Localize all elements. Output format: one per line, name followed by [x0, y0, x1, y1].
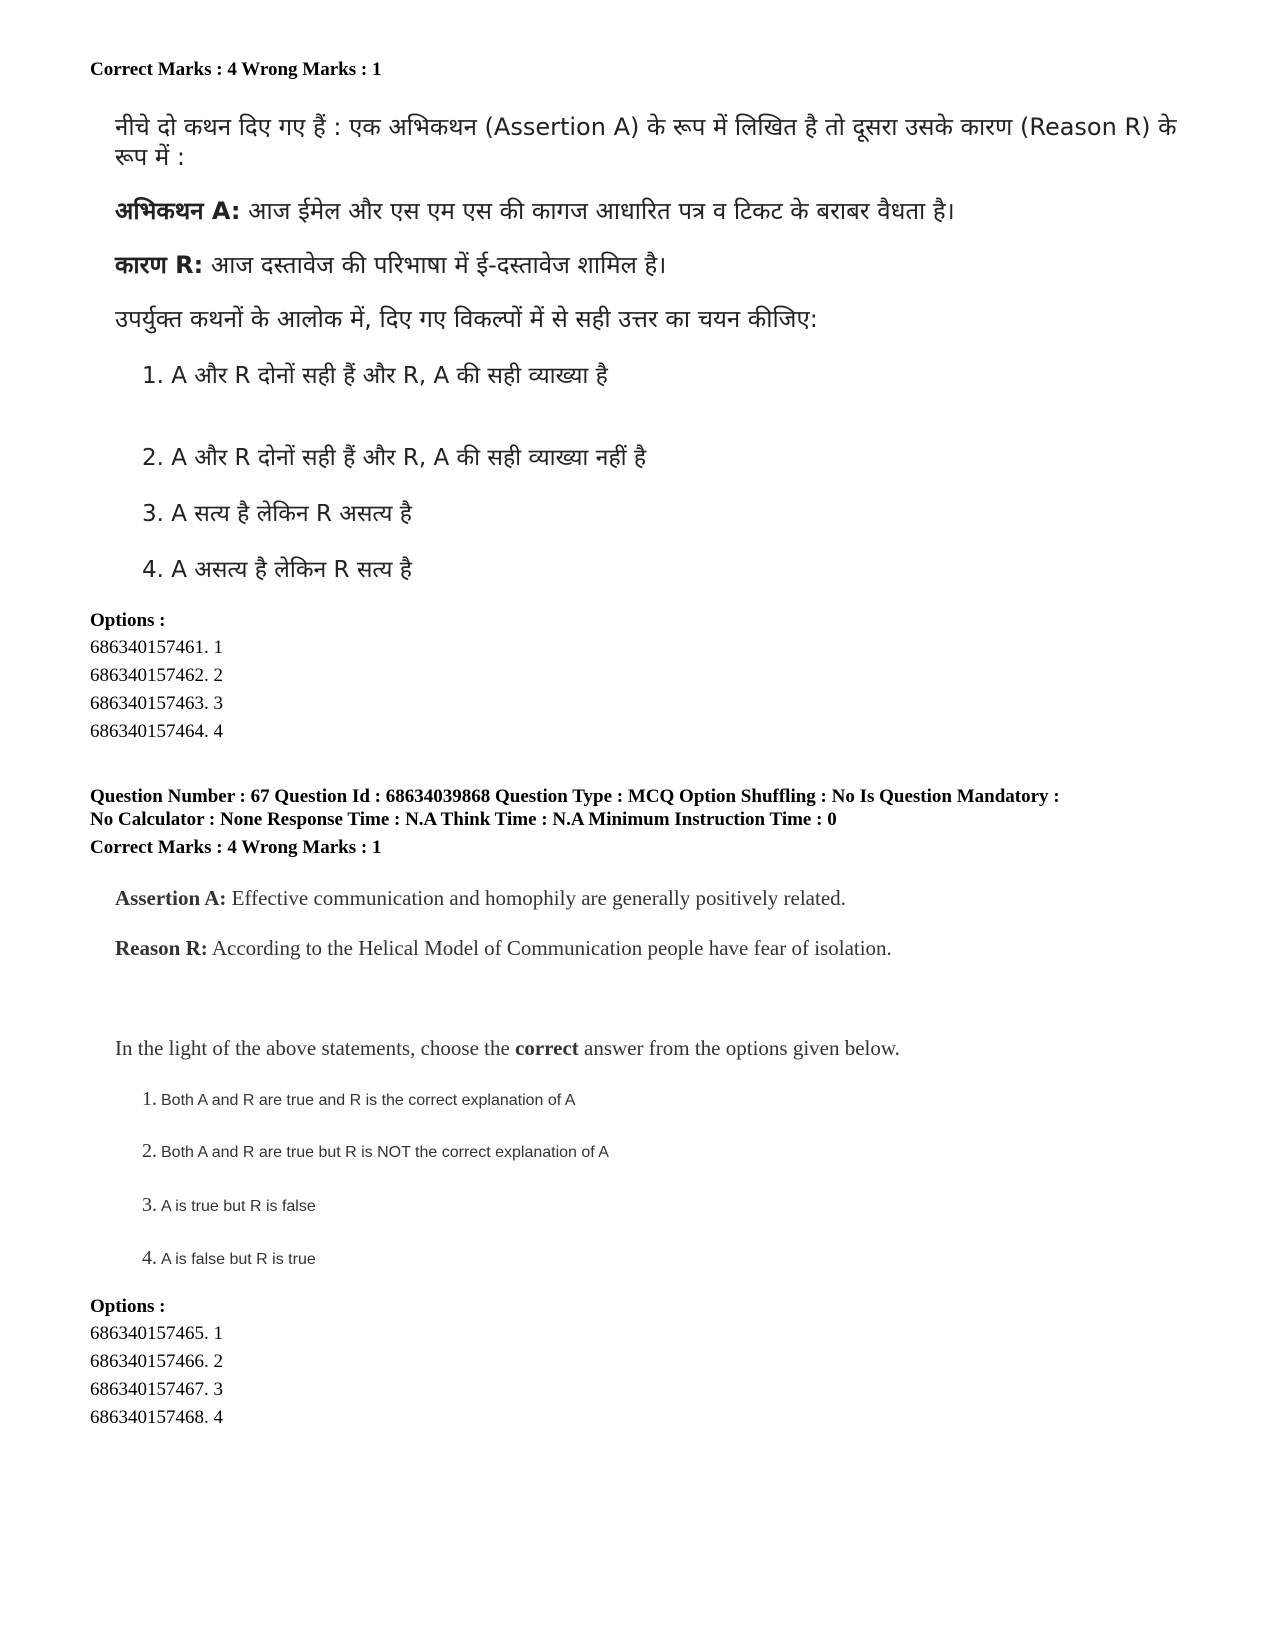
q67-choice-4 — [142, 1247, 316, 1270]
q67-option-4: 686340157468. 4 — [90, 1407, 223, 1428]
q66-choice-3: 3. A सत्य है लेकिन R असत्य है — [142, 501, 412, 527]
q67-options-label: Options : — [90, 1296, 166, 1317]
q66-reason-label: कारण R: — [115, 251, 204, 279]
q67-reason-label: Reason R: — [115, 936, 208, 960]
q66-option-2: 686340157462. 2 — [90, 665, 223, 686]
q67-option-2: 686340157466. 2 — [90, 1351, 223, 1372]
q67-marks: Correct Marks : 4 Wrong Marks : 1 — [90, 837, 382, 858]
q66-option-4: 686340157464. 4 — [90, 721, 223, 742]
q67-instruction — [115, 1034, 900, 1062]
q67-choice-2-text: Both A and R are true but R is NOT the correct explanation of A — [161, 1144, 609, 1161]
q67-choice-1-text: Both A and R are true and R is the correct explanation of A — [161, 1092, 576, 1109]
q67-choice-2-number: 2. — [142, 1140, 157, 1162]
q67-instruction-pre: In the light of the above statements, choose the — [115, 1036, 516, 1060]
q67-choice-3-number: 3. — [142, 1194, 157, 1216]
q66-assertion-text: आज ईमेल और एस एम एस की कागज आधारित पत्र व टिकट के बराबर वैधता है। — [240, 197, 955, 225]
q67-choice-1 — [142, 1088, 575, 1111]
q66-choice-1: 1. A और R दोनों सही हैं और R, A की सही व्याख्या है — [142, 363, 608, 389]
q67-reason — [115, 934, 892, 962]
q66-assertion-label: अभिकथन A: — [115, 197, 241, 225]
q67-assertion — [115, 884, 846, 912]
q66-option-list — [90, 634, 223, 746]
q67-header-line1: Question Number : 67 Question Id : 68634039868 Question Type : MCQ Option Shuffling : No Is Question Mandatory : — [90, 786, 1060, 807]
q66-reason — [115, 250, 666, 280]
q66-marks: Correct Marks : 4 Wrong Marks : 1 — [90, 59, 382, 80]
q67-header-line2: No Calculator : None Response Time : N.A Think Time : N.A Minimum Instruction Time : 0 — [90, 809, 837, 830]
q67-choice-2 — [142, 1140, 609, 1163]
q67-choice-4-number: 4. — [142, 1247, 157, 1269]
q67-assertion-label: Assertion A: — [115, 886, 227, 910]
q66-option-3: 686340157463. 3 — [90, 693, 223, 714]
q67-option-list — [90, 1320, 223, 1432]
q66-choice-2: 2. A और R दोनों सही हैं और R, A की सही व्याख्या नहीं है — [142, 445, 647, 471]
q66-intro — [115, 112, 1177, 172]
q66-instruction: उपर्युक्त कथनों के आलोक में, दिए गए विकल्पों में से सही उत्तर का चयन कीजिए: — [115, 305, 818, 333]
q67-choice-3-text: A is true but R is false — [161, 1198, 316, 1215]
q67-choice-1-number: 1. — [142, 1088, 157, 1110]
q67-option-1: 686340157465. 1 — [90, 1323, 223, 1344]
q67-assertion-text: Effective communication and homophily are generally positively related. — [226, 886, 846, 910]
q66-options-label: Options : — [90, 610, 166, 631]
q66-choice-4: 4. A असत्य है लेकिन R सत्य है — [142, 557, 412, 583]
q66-intro-line2: रूप में : — [115, 143, 185, 171]
q67-choice-4-text: A is false but R is true — [161, 1251, 316, 1268]
q67-reason-text: According to the Helical Model of Communication people have fear of isolation. — [207, 936, 892, 960]
q67-instruction-bold: correct — [515, 1036, 579, 1060]
q66-assertion — [115, 196, 955, 226]
q67-choice-3 — [142, 1194, 316, 1217]
q66-reason-text: आज दस्तावेज की परिभाषा में ई-दस्तावेज शामिल है। — [203, 251, 667, 279]
q66-intro-line1: नीचे दो कथन दिए गए हैं : एक अभिकथन (Assertion A) के रूप में लिखित है तो दूसरा उसके कारण (Reason R) के — [115, 113, 1177, 141]
q67-instruction-post: answer from the options given below. — [578, 1036, 900, 1060]
q66-option-1: 686340157461. 1 — [90, 637, 223, 658]
q67-option-3: 686340157467. 3 — [90, 1379, 223, 1400]
